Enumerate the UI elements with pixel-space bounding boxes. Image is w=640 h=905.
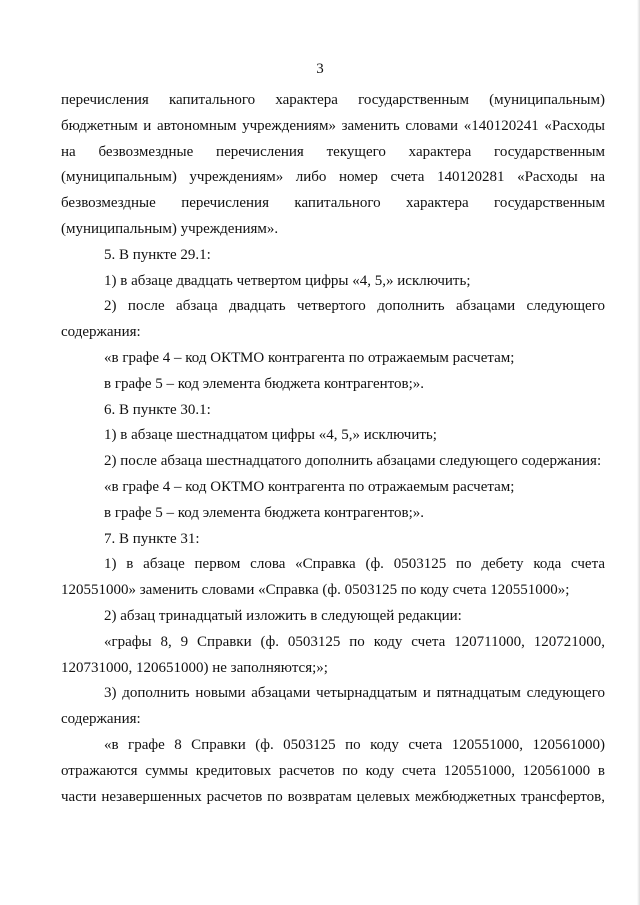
paragraph-item: 1) в абзаце шестнадцатом цифры «4, 5,» исключить; [104, 427, 437, 444]
paragraph-quote: в графе 5 – код элемента бюджета контрагентов;». [104, 375, 425, 392]
paragraph-item: 2) после абзаца двадцать четвертого дополнить абзацами следующего содержания: [61, 298, 605, 341]
paragraph-item: 1) в абзаце двадцать четвертом цифры «4, 5,» исключить; [104, 272, 471, 289]
paragraph-continuation: перечисления капитального характера государственным (муниципальным) бюджетным и автономным учреждениям» заменить словами «140120241 «Расходы на безвозмездные перечисления текущего характера государственным (муниципальным) учреждениям» либо номер счета 140120281 «Расходы на безвозмездные перечисления капитального характера государственным (муниципальным) учреждениям». [61, 92, 605, 237]
section-heading-7: 7. В пункте 31: [104, 530, 200, 547]
document-body [61, 88, 605, 810]
paragraph-item: 3) дополнить новыми абзацами четырнадцатым и пятнадцатым следующего содержания: [61, 685, 605, 728]
section-heading-5: 5. В пункте 29.1: [104, 246, 211, 263]
paragraph-item: 2) абзац тринадцатый изложить в следующей редакции: [104, 607, 462, 624]
paragraph-quote: «в графе 4 – код ОКТМО контрагента по отражаемым расчетам; [104, 478, 515, 495]
paragraph-quote: «графы 8, 9 Справки (ф. 0503125 по коду счета 120711000, 120721000, 120731000, 120651000) не заполняются;»; [61, 633, 605, 676]
paragraph-quote: в графе 5 – код элемента бюджета контрагентов;». [104, 504, 425, 521]
paragraph-quote: «в графе 4 – код ОКТМО контрагента по отражаемым расчетам; [104, 349, 515, 366]
paragraph-item: 2) после абзаца шестнадцатого дополнить абзацами следующего содержания: [104, 453, 602, 470]
section-heading-6: 6. В пункте 30.1: [104, 401, 211, 418]
page-number: 3 [316, 61, 324, 77]
paragraph-quote-continued: «в графе 8 Справки (ф. 0503125 по коду счета 120551000, 120561000) отражаются суммы кредитовых расчетов по коду счета 120551000, 120561000 в части незавершенных расчетов по возвратам целевых межбюджетных трансфертов, [61, 736, 605, 805]
paragraph-item: 1) в абзаце первом слова «Справка (ф. 0503125 по дебету кода счета 120551000» заменить словами «Справка (ф. 0503125 по коду счета 120551000»; [61, 556, 605, 599]
